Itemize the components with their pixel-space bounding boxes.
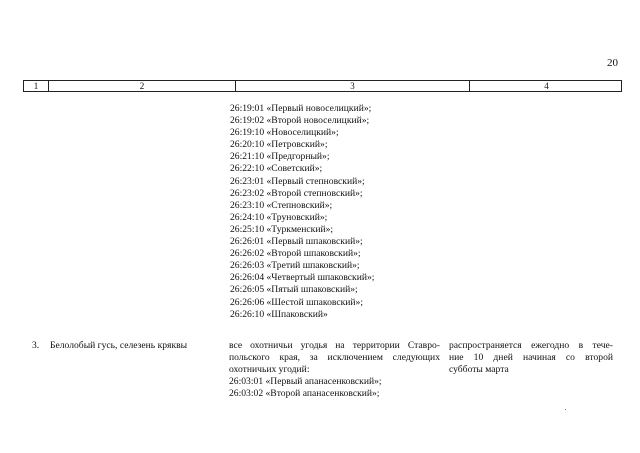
- hunting-period: [449, 340, 613, 376]
- list-item: 26:26:03 «Третий шпаковский»;: [230, 260, 360, 272]
- list-item: 26:23:02 «Второй степновский»;: [230, 187, 363, 199]
- list-item: 26:19:10 «Новоселицкий»;: [230, 127, 339, 139]
- list-item: 26:26:04 «Четвертый шпаковский»;: [230, 272, 375, 284]
- header-col-1: 1: [24, 81, 49, 91]
- period-line: ние 10 дней начиная со второй: [449, 352, 613, 364]
- header-col-4: 4: [544, 81, 549, 91]
- list-item: 26:21:10 «Предгорный»;: [230, 151, 330, 163]
- table-header: [23, 80, 622, 92]
- list-item: 26:03:02 «Второй апанасенковский»;: [229, 388, 380, 400]
- list-item: 26:26:01 «Первый шпаковский»;: [230, 236, 363, 248]
- list-item: 26:19:01 «Первый новоселицкий»;: [230, 103, 372, 114]
- list-item: 26:26:05 «Пятый шпаковский»;: [230, 284, 358, 296]
- list-item: 26:03:01 «Первый апанасенковский»;: [229, 376, 382, 388]
- list-item: 26:20:10 «Петровский»;: [230, 139, 328, 151]
- period-line: распространяется ежегодно в тече-: [449, 340, 613, 351]
- period-line: субботы марта: [449, 364, 509, 376]
- territory-line: охотничьих угодий:: [229, 364, 310, 376]
- list-item: 26:23:10 «Степновский»;: [230, 199, 333, 211]
- territory-line: все охотничьи угодья на территории Ставро-: [229, 340, 440, 351]
- list-item: 26:25:10 «Туркменский»;: [230, 223, 334, 235]
- row-number: 3.: [32, 340, 40, 351]
- scan-speck: [565, 409, 566, 410]
- list-item: 26:23:01 «Первый степновский»;: [230, 175, 365, 187]
- list-item: 26:19:02 «Второй новоселицкий»;: [230, 115, 370, 127]
- territory-line: польского края, за исключением следующих: [229, 352, 440, 364]
- header-col-2: 2: [49, 81, 236, 91]
- list-item: 26:26:10 «Шпаковский»: [230, 308, 328, 320]
- list-item: 26:26:06 «Шестой шпаковский»;: [230, 296, 364, 308]
- species-name: Белолобый гусь, селезень кряквы: [50, 340, 188, 351]
- header-col-3: 3: [236, 81, 470, 91]
- list-item: 26:26:02 «Второй шпаковский»;: [230, 248, 361, 260]
- list-item: 26:22:10 «Советский»;: [230, 163, 323, 175]
- list-item: 26:24:10 «Труновский»;: [230, 211, 328, 223]
- territory-description: [229, 340, 440, 400]
- continued-territory-list: [230, 103, 374, 321]
- page-number: 20: [607, 57, 618, 69]
